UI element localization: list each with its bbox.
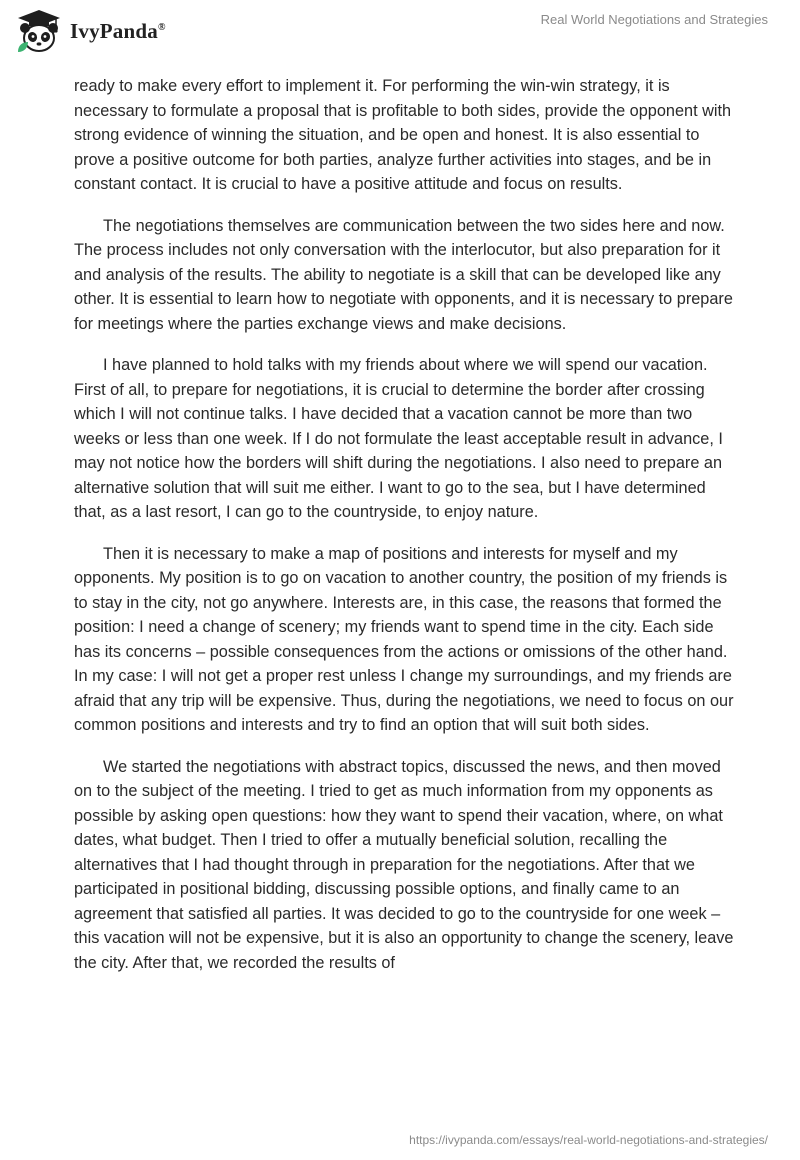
document-title: Real World Negotiations and Strategies — [540, 12, 768, 27]
brand-name: IvyPanda® — [70, 18, 166, 43]
ivypanda-logo[interactable] — [14, 8, 166, 54]
panda-graduate-icon — [14, 8, 64, 54]
paragraph: Then it is necessary to make a map of positions and interests for myself and my opponents. My position is to go on vacation to another country, the position of my friends is to stay in the city, not go anywhere. Interests are, in this case, the reasons that formed the position: I need a change of scenery; my friends want to spend time in the city. Each side has its concerns – possible consequences from the actions or omissions of the other hand. In my case: I will not get a proper rest unless I change my surroundings, and my friends are afraid that any trip will be expensive. Thus, during the negotiations, we need to focus on our common positions and interests and try to find an option that will suit both sides. — [74, 544, 734, 734]
paragraph: We started the negotiations with abstract topics, discussed the news, and then moved on to the subject of the meeting. I tried to get as much information from my opponents as possible by asking open questions: how they want to spend their vacation, where, on what dates, what budget. Then I tried to offer a mutually beneficial solution, recalling the alternatives that I had thought through in preparation for the negotiations. After that we participated in positional bidding, discussing possible options, and finally came to an agreement that satisfied all parties. It was decided to go to the countryside for one week – this vacation will not be expensive, but it is also an opportunity to change the scenery, leave the city. After that, we recorded the results of — [74, 757, 734, 972]
paragraph: The negotiations themselves are communication between the two sides here and now. The process includes not only conversation with the interlocutor, but also preparation for it and analysis of the results. The ability to negotiate is a skill that can be developed like any other. It is essential to learn how to negotiate with opponents, and it is necessary to prepare for meetings where the parties exchange views and make decisions. — [74, 216, 733, 333]
source-url-link[interactable]: https://ivypanda.com/essays/real-world-negotiations-and-strategies/ — [409, 1133, 768, 1147]
essay-body — [74, 74, 734, 992]
paragraph: I have planned to hold talks with my friends about where we will spend our vacation. First of all, to prepare for negotiations, it is crucial to determine the border after crossing which I will not continue talks. I have decided that a vacation cannot be more than two weeks or less than one week. If I do not formulate the least acceptable result in advance, I may not notice how the borders will shift during the negotiations. I also need to prepare an alternative solution that will suit me either. I want to go to the sea, but I have determined that, as a last resort, I can go to the countryside, to enjoy nature. — [74, 356, 723, 521]
page-header — [0, 0, 800, 68]
paragraph: ready to make every effort to implement it. For performing the win-win strategy, it is necessary to formulate a proposal that is profitable to both sides, provide the opponent with strong evidence of winning the situation, and be open and honest. It is also essential to prove a positive outcome for both parties, analyze further activities into stages, and be in constant contact. It is crucial to have a positive attitude and focus on results. — [74, 77, 732, 193]
